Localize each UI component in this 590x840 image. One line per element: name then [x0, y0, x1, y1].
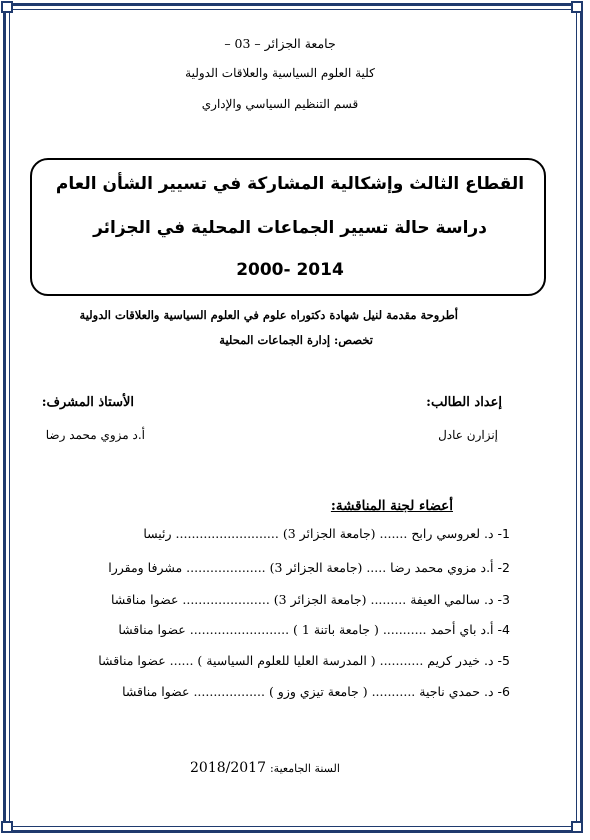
committee-member: 3-د. سالمي العيفة ......... (جامعة الجزائر 3) ...................... عضوا مناقشا — [111, 592, 510, 607]
committee-heading: أعضاء لجنة المناقشة: — [330, 498, 453, 514]
committee-member: 1-د. لعروسي رابح ....... (جامعة الجزائر 3) .......................... رئيسا — [143, 526, 510, 541]
student-name: إنزارن عادل — [438, 428, 498, 442]
committee-member: 2-أ.د مزوي محمد رضا ..... (جامعة الجزائر 3) .................... مشرفا ومقررا — [108, 560, 510, 575]
committee-member: 6-د. حمدي ناجية ........... ( جامعة تيزي وزو ) .................. عضوا مناقشا — [122, 684, 510, 699]
supervisor-label: الأستاذ المشرف: — [41, 395, 134, 410]
department-name: قسم التنظيم السياسي والإداري — [201, 97, 359, 111]
border-corner-ornament — [1, 1, 13, 13]
academic-year-value: 2018/2017 — [190, 760, 266, 776]
thesis-period: 2000- 2014 — [236, 260, 344, 280]
student-label: إعداد الطالب: — [426, 395, 502, 410]
committee-member: 5-د. خيدر كريم ........... ( المدرسة العليا للعلوم السياسية ) ...... عضوا مناقشا — [98, 653, 510, 668]
thesis-title-box — [30, 158, 546, 296]
faculty-name: كلية العلوم السياسية والعلاقات الدولية — [185, 66, 375, 80]
border-corner-ornament — [571, 1, 583, 13]
border-corner-ornament — [1, 821, 13, 833]
committee-member: 4-أ.د باي أحمد ........... ( جامعة باتنة 1 ) ......................... عضوا مناقشا — [118, 622, 510, 637]
thesis-description: أطروحة مقدمة لنيل شهادة دكتوراه علوم في العلوم السياسية والعلاقات الدولية — [79, 308, 458, 322]
academic-year-label: السنة الجامعية: — [269, 762, 340, 775]
academic-year — [190, 760, 340, 776]
border-corner-ornament — [571, 821, 583, 833]
page-border-inner — [9, 9, 577, 827]
thesis-title-line-1: القطاع الثالث وإشكالية المشاركة في تسيير الشأن العام — [55, 174, 525, 194]
supervisor-name: أ.د مزوي محمد رضا — [45, 428, 145, 442]
specialty: تخصص: إدارة الجماعات المحلية — [219, 333, 373, 347]
university-name: جامعة الجزائر – 03 – — [224, 36, 336, 51]
thesis-title-line-2: دراسة حالة تسيير الجماعات المحلية في الجزائر — [93, 218, 487, 238]
